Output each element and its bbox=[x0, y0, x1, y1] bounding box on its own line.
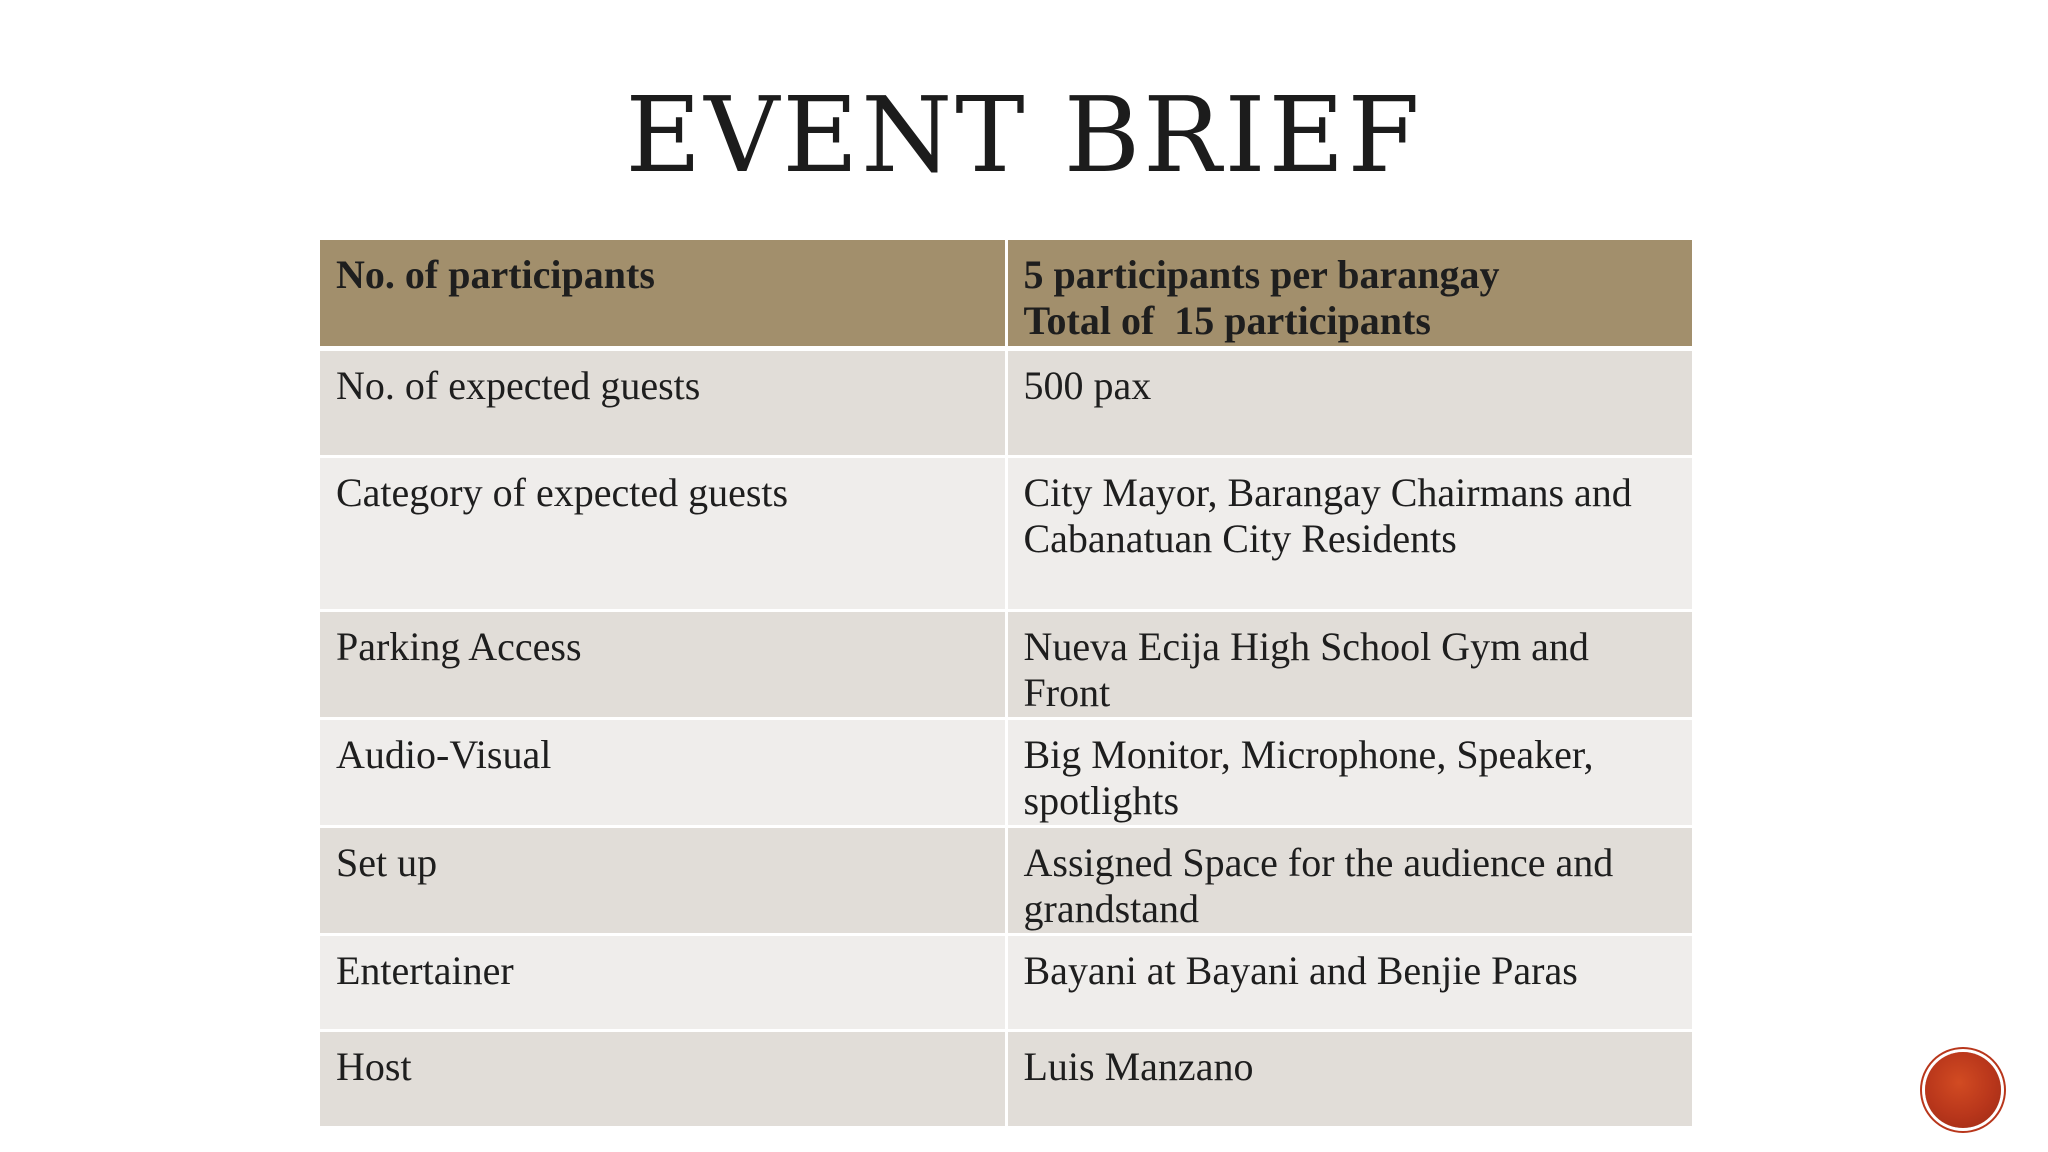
row-value-cell bbox=[1006, 718, 1692, 826]
row-value-cell bbox=[1006, 348, 1692, 456]
row-label-cell bbox=[320, 1030, 1006, 1126]
row-value-parking-access: Nueva Ecija High School Gym and Front bbox=[1023, 623, 1589, 715]
row-label-parking-access: Parking Access bbox=[336, 623, 582, 669]
row-label-set-up: Set up bbox=[336, 839, 438, 885]
row-label-cell bbox=[320, 826, 1006, 934]
row-label-cell bbox=[320, 934, 1006, 1030]
table-header-row bbox=[320, 240, 1692, 348]
table-row bbox=[320, 934, 1692, 1030]
row-value-cell bbox=[1006, 934, 1692, 1030]
row-label-entertainer: Entertainer bbox=[336, 947, 514, 993]
slide-title: EVENT BRIEF bbox=[625, 74, 1423, 196]
row-value-set-up: Assigned Space for the audience and grandstand bbox=[1023, 839, 1614, 931]
row-label-guest-category: Category of expected guests bbox=[336, 469, 789, 515]
table-row bbox=[320, 826, 1692, 934]
row-value-cell bbox=[1006, 826, 1692, 934]
header-label-cell bbox=[320, 240, 1006, 348]
table-row bbox=[320, 610, 1692, 718]
row-value-cell bbox=[1006, 1030, 1692, 1126]
table-row bbox=[320, 348, 1692, 456]
red-circle-button-icon[interactable] bbox=[1925, 1052, 2001, 1128]
header-value-line-1: 5 participants per barangay bbox=[1023, 252, 1500, 297]
row-value-host: Luis Manzano bbox=[1023, 1043, 1254, 1089]
row-label-host: Host bbox=[336, 1043, 412, 1089]
row-label-cell bbox=[320, 610, 1006, 718]
table-row bbox=[320, 718, 1692, 826]
table-row bbox=[320, 456, 1692, 610]
table-row bbox=[320, 1030, 1692, 1126]
row-label-cell bbox=[320, 348, 1006, 456]
row-label-cell bbox=[320, 456, 1006, 610]
row-value-guest-category: City Mayor, Barangay Chairmans and Cabanatuan City Residents bbox=[1023, 469, 1652, 561]
header-label: No. of participants bbox=[336, 252, 655, 297]
row-value-entertainer: Bayani at Bayani and Benjie Paras bbox=[1023, 947, 1578, 993]
header-value-line-2: Total of 15 participants bbox=[1023, 298, 1431, 343]
row-value-audio-visual: Big Monitor, Microphone, Speaker, spotlights bbox=[1023, 731, 1594, 823]
row-label-expected-guests: No. of expected guests bbox=[336, 362, 701, 408]
header-value-cell bbox=[1006, 240, 1692, 348]
event-brief-table bbox=[320, 240, 1692, 1126]
row-label-audio-visual: Audio-Visual bbox=[336, 731, 552, 777]
row-value-cell bbox=[1006, 610, 1692, 718]
row-value-cell bbox=[1006, 456, 1692, 610]
row-value-expected-guests: 500 pax bbox=[1023, 362, 1152, 408]
row-label-cell bbox=[320, 718, 1006, 826]
